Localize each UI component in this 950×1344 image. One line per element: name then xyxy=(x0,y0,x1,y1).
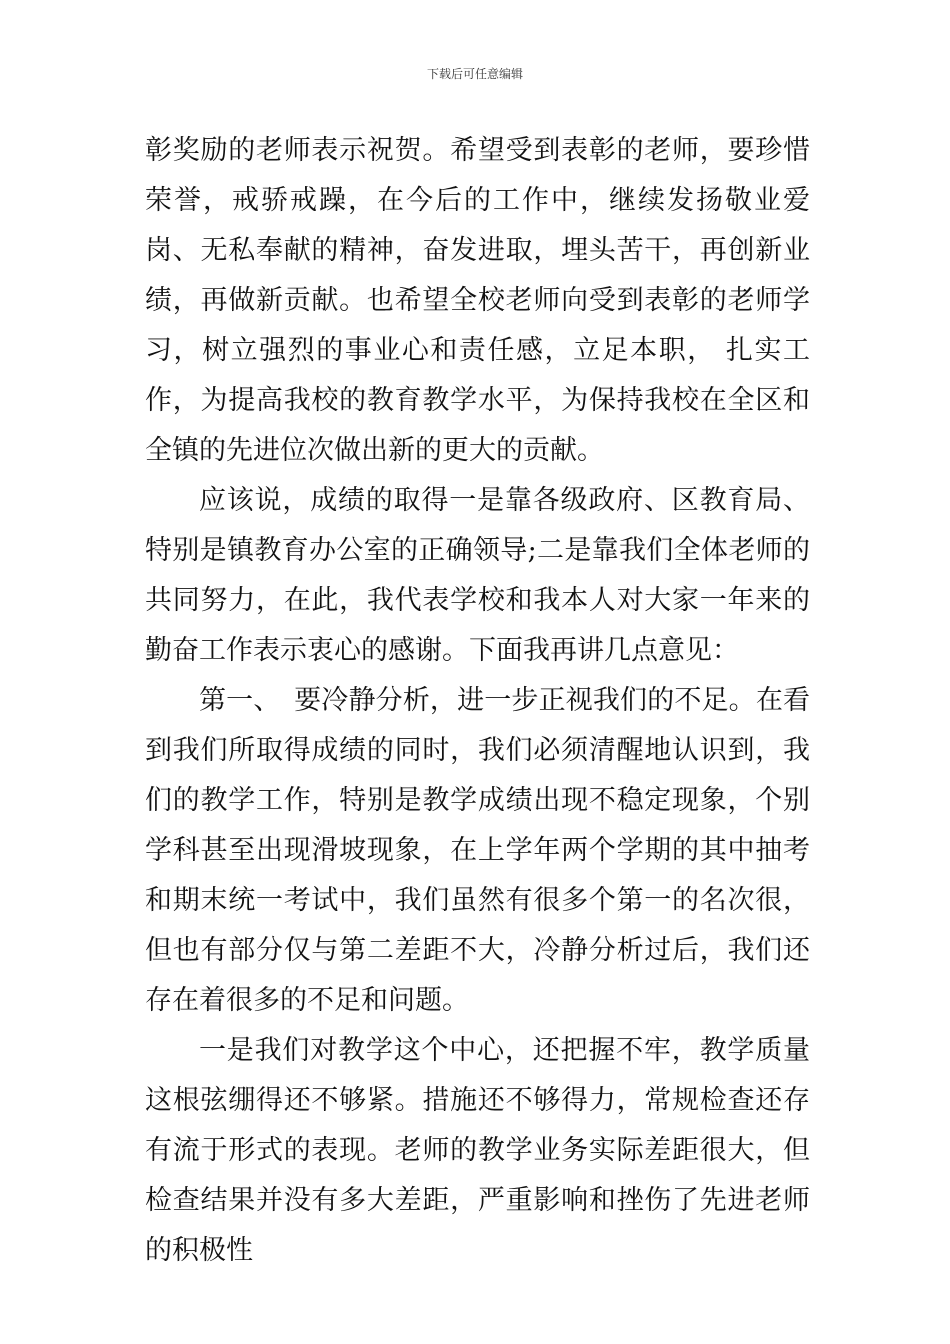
header-note: 下载后可任意编辑 xyxy=(426,67,523,81)
paragraph-3: 第一、 要冷静分析，进一步正视我们的不足。在看到我们所取得成绩的同时，我们必须清醒地认识到，我们的教学工作，特别是教学成绩出现不稳定现象，个别学科甚至出现滑坡现象，在上学年两个学期的其中抽考和期末统一考试中，我们虽然有很多个第一的名次很，但也有部分仅与第二差距不大，冷静分析过后，我们还存在着很多的不足和问题。 xyxy=(145,685,810,1016)
paragraph-2: 应该说，成绩的取得一是靠各级政府、区教育局、特别是镇教育办公室的正确领导;二是靠我们全体老师的共同努力，在此，我代表学校和我本人对大家一年来的勤奋工作表示衷心的感谢。下面我再讲几点意见： xyxy=(145,485,810,666)
paragraph-1: 彰奖励的老师表示祝贺。希望受到表彰的老师，要珍惜荣誉，戒骄戒躁，在今后的工作中，继续发扬敬业爱岗、无私奉献的精神，奋发进取，埋头苦干，再创新业绩，再做新贡献。也希望全校老师向受到表彰的老师学习，树立强烈的事业心和责任感，立足本职， 扎实工作，为提高我校的教育教学水平，为保持我校在全区和全镇的先进位次做出新的更大的贡献。 xyxy=(145,135,810,466)
document-body xyxy=(145,126,810,1276)
paragraph-4: 一是我们对教学这个中心，还把握不牢，教学质量这根弦绷得还不够紧。措施还不够得力，常规检查还存有流于形式的表现。老师的教学业务实际差距很大，但检查结果并没有多大差距，严重影响和挫伤了先进老师的积极性 xyxy=(145,1035,810,1266)
